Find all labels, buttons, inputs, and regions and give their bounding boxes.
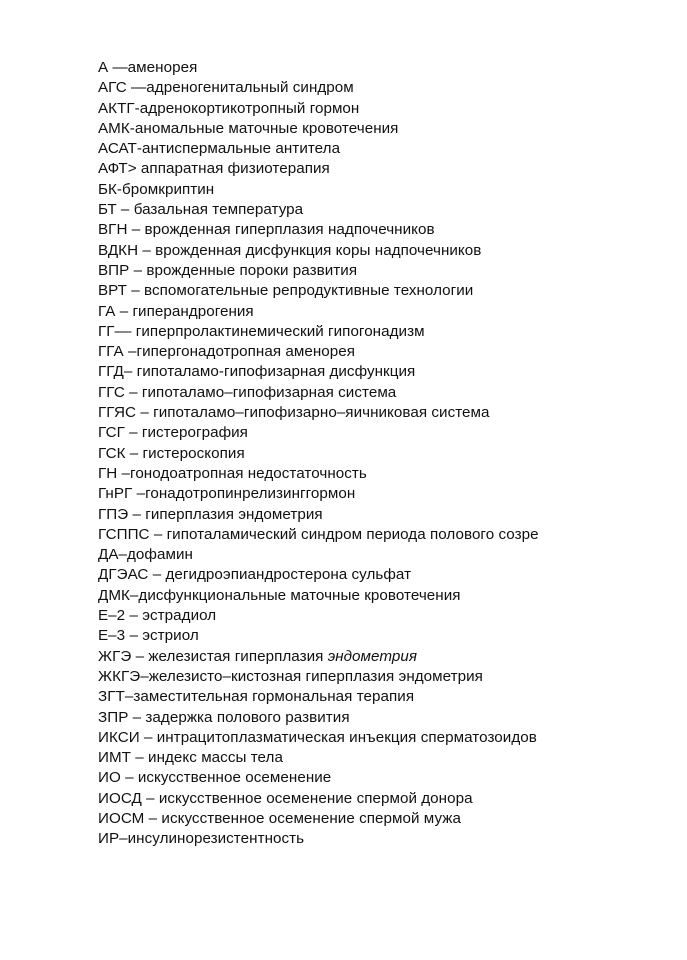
abbreviation-text: ГГА –гипергонадотропная аменорея bbox=[98, 343, 356, 361]
abbreviation-text: ВГН – врожденная гиперплазия надпочечников bbox=[98, 221, 435, 239]
abbreviation-text: ИКСИ – интрацитоплазматическая инъекция сперматозоидов bbox=[98, 728, 537, 746]
abbreviation-entry bbox=[98, 565, 678, 585]
abbreviation-entry bbox=[98, 525, 678, 545]
abbreviation-entry bbox=[98, 647, 678, 667]
abbreviation-text: АМК-аномальные маточные кровотечения bbox=[98, 119, 399, 137]
abbreviation-text: Е–3 – эстриол bbox=[98, 627, 199, 645]
abbreviation-entry bbox=[98, 180, 678, 200]
abbreviation-text: ГСК – гистероскопия bbox=[98, 444, 245, 462]
abbreviation-entry bbox=[98, 362, 678, 382]
abbreviation-entry bbox=[98, 159, 678, 179]
abbreviation-text: ЗПР – задержка полового развития bbox=[98, 708, 350, 726]
abbreviation-entry bbox=[98, 403, 678, 423]
abbreviation-entry bbox=[98, 667, 678, 687]
abbreviation-text: ДМК–дисфункциональные маточные кровотечения bbox=[98, 586, 461, 604]
abbreviation-text: ГГД– гипоталамо-гипофизарная дисфункция bbox=[98, 363, 416, 381]
abbreviation-entry bbox=[98, 606, 678, 626]
abbreviation-entry bbox=[98, 281, 678, 301]
abbreviation-entry bbox=[98, 789, 678, 809]
abbreviation-entry bbox=[98, 78, 678, 98]
abbreviation-text: ИОСМ – искусственное осеменение спермой мужа bbox=[98, 809, 461, 827]
abbreviation-text: ГнРГ –гонадотропинрелизинггормон bbox=[98, 485, 356, 503]
abbreviation-entry bbox=[98, 58, 678, 78]
abbreviation-entry bbox=[98, 829, 678, 849]
abbreviation-text: АГС —адреногенитальный синдром bbox=[98, 79, 354, 97]
abbreviation-italic-text: эндометрия bbox=[327, 647, 418, 665]
abbreviation-text: ИО – искусственное осеменение bbox=[98, 769, 332, 787]
abbreviation-entry bbox=[98, 687, 678, 707]
abbreviation-entry bbox=[98, 261, 678, 281]
abbreviation-entry bbox=[98, 728, 678, 748]
abbreviation-entry bbox=[98, 545, 678, 565]
abbreviation-entry bbox=[98, 505, 678, 525]
abbreviation-entry bbox=[98, 220, 678, 240]
abbreviation-entry bbox=[98, 626, 678, 646]
abbreviation-text: А —аменорея bbox=[98, 59, 198, 76]
abbreviation-text: ГСГ – гистерография bbox=[98, 424, 248, 442]
abbreviation-text: ГГ–– гиперпролактинемический гипогонадизм bbox=[98, 322, 425, 340]
abbreviation-text: ГГС – гипоталамо–гипофизарная система bbox=[98, 383, 397, 401]
abbreviation-text: АФТ> аппаратная физиотерапия bbox=[98, 160, 330, 178]
abbreviation-entry bbox=[98, 99, 678, 119]
abbreviation-entry bbox=[98, 241, 678, 261]
abbreviation-entry bbox=[98, 586, 678, 606]
abbreviation-text: ВПР – врожденные пороки развития bbox=[98, 261, 358, 279]
abbreviation-entry bbox=[98, 342, 678, 362]
abbreviation-text: ГН –гонодоатропная недостаточность bbox=[98, 464, 367, 482]
abbreviation-entry bbox=[98, 809, 678, 829]
abbreviation-text: ГПЭ – гиперплазия эндометрия bbox=[98, 505, 323, 523]
abbreviation-text: ВДКН – врожденная дисфункция коры надпочечников bbox=[98, 241, 482, 259]
abbreviation-entry bbox=[98, 444, 678, 464]
abbreviation-text: ИОСД – искусственное осеменение спермой донора bbox=[98, 789, 473, 807]
abbreviation-text: ГА – гиперандрогения bbox=[98, 302, 254, 320]
abbreviation-text: АСАТ-антиспермальные антитела bbox=[98, 140, 341, 158]
abbreviation-text: ЖКГЭ–железисто–кистозная гиперплазия эндометрия bbox=[98, 667, 483, 685]
abbreviation-text: ГСППС – гипоталамический синдром периода полового созре bbox=[98, 525, 539, 543]
abbreviation-text: БТ – базальная температура bbox=[98, 201, 304, 219]
abbreviation-text: ДА–дофамин bbox=[98, 546, 193, 564]
abbreviation-text: ЖГЭ – железистая гиперплазия bbox=[98, 647, 328, 665]
abbreviation-entry bbox=[98, 708, 678, 728]
abbreviation-text: ГГЯС – гипоталамо–гипофизарно–яичниковая система bbox=[98, 404, 490, 422]
abbreviation-entry bbox=[98, 768, 678, 788]
abbreviation-entry bbox=[98, 139, 678, 159]
abbreviation-entry bbox=[98, 464, 678, 484]
abbreviation-entry bbox=[98, 484, 678, 504]
abbreviation-text: АКТГ-адренокортикотропный гормон bbox=[98, 99, 360, 117]
abbreviation-entry bbox=[98, 423, 678, 443]
abbreviation-entry bbox=[98, 748, 678, 768]
abbreviation-list bbox=[98, 58, 678, 850]
abbreviation-text: ЗГТ–заместительная гормональная терапия bbox=[98, 688, 415, 706]
abbreviation-text: ИМТ – индекс массы тела bbox=[98, 749, 283, 767]
abbreviation-text: ИР–инсулинорезистентность bbox=[98, 830, 305, 848]
abbreviation-entry bbox=[98, 200, 678, 220]
abbreviation-entry bbox=[98, 119, 678, 139]
abbreviation-entry bbox=[98, 383, 678, 403]
abbreviation-entry bbox=[98, 322, 678, 342]
abbreviation-entry bbox=[98, 302, 678, 322]
abbreviation-text: БК-бромкриптин bbox=[98, 180, 215, 198]
abbreviation-text: ДГЭАС – дегидроэпиандростерона сульфат bbox=[98, 566, 412, 584]
abbreviation-text: Е–2 – эстрадиол bbox=[98, 607, 217, 625]
abbreviation-text: ВРТ – вспомогательные репродуктивные технологии bbox=[98, 282, 474, 300]
